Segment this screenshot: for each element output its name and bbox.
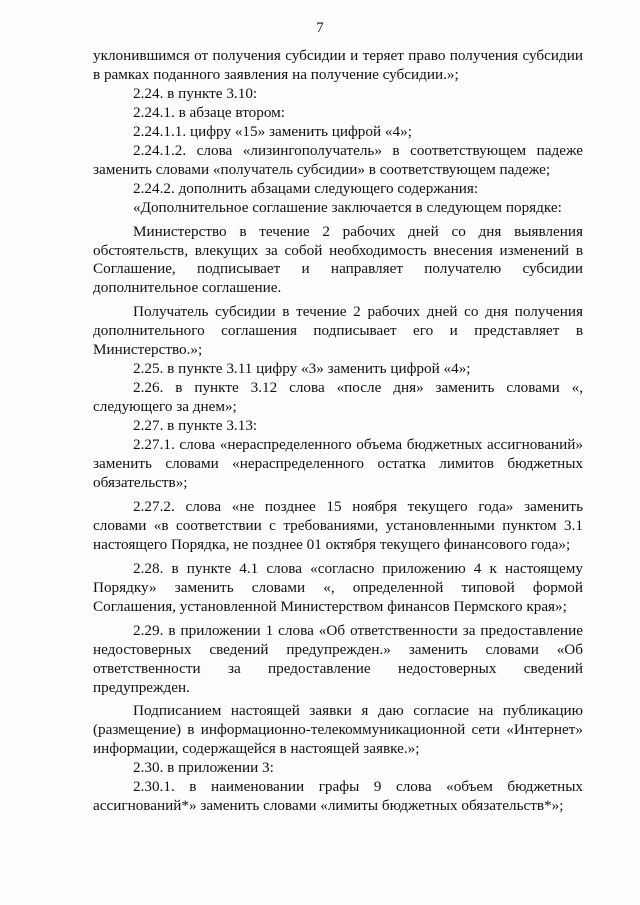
paragraph: уклонившимся от получения субсидии и теряет право получения субсидии в рамках поданного заявления на получение субсидии.»; <box>93 47 583 83</box>
paragraph: Министерство в течение 2 рабочих дней со дня выявления обстоятельств, влекущих за собой необходимость внесения изменений в Соглашение, подписывает и направляет получателю субсидии дополнительное соглашение. <box>93 222 583 297</box>
paragraph: 2.24.1.2. слова «лизингополучатель» в соответствующем падеже заменить словами «получатель субсидии» в соответствующем падеже; <box>93 141 583 178</box>
paragraph: 2.26. в пункте 3.12 слова «после дня» заменить словами «, следующего за днем»; <box>93 379 583 416</box>
paragraph: 2.28. в пункте 4.1 слова «согласно приложению 4 к настоящему Порядку» заменить словами «, определенной типовой формой Соглашения, установленной Министерством финансов Пермского края»; <box>93 559 583 615</box>
paragraph: Получатель субсидии в течение 2 рабочих дней со дня получения дополнительного соглашения подписывает его и представляет в Министерство.»; <box>93 303 583 359</box>
paragraph: 2.29. в приложении 1 слова «Об ответственности за предоставление недостоверных сведений предупрежден.» заменить словами «Об ответственности за предоставление недостоверных сведений предупрежден. <box>93 621 583 696</box>
paragraph: 2.27.1. слова «нераспределенного объема бюджетных ассигнований» заменить словами «нераспределенного остатка лимитов бюджетных обязательств»; <box>93 436 583 491</box>
paragraph: 2.25. в пункте 3.11 цифру «3» заменить цифрой «4»; <box>133 360 471 378</box>
paragraph: «Дополнительное соглашение заключается в следующем порядке: <box>133 198 562 216</box>
paragraph: 2.24.2. дополнить абзацами следующего содержания: <box>133 179 479 197</box>
paragraph: Подписанием настоящей заявки я даю согласие на публикацию (размещение) в информационно-телекоммуникационной сети «Интернет» информации, содержащейся в настоящей заявке.»; <box>93 702 583 758</box>
paragraph: 2.27.2. слова «не позднее 15 ноября текущего года» заменить словами «в соответствии с требованиями, установленными пунктом 3.1 настоящего Порядка, не позднее 01 октября текущего финансового года»; <box>93 497 583 553</box>
paragraph: 2.24. в пункте 3.10: <box>133 84 258 102</box>
page-number: 7 <box>316 20 324 36</box>
paragraph: 2.30. в приложении 3: <box>133 759 274 777</box>
paragraph: 2.27. в пункте 3.13: <box>133 417 258 435</box>
document-body <box>93 47 583 816</box>
paragraph: 2.30.1. в наименовании графы 9 слова «объем бюджетных ассигнований*» заменить словами «лимиты бюджетных обязательств*»; <box>93 778 583 815</box>
paragraph: 2.24.1. в абзаце втором: <box>133 103 285 121</box>
paragraph: 2.24.1.1. цифру «15» заменить цифрой «4»; <box>133 122 412 140</box>
